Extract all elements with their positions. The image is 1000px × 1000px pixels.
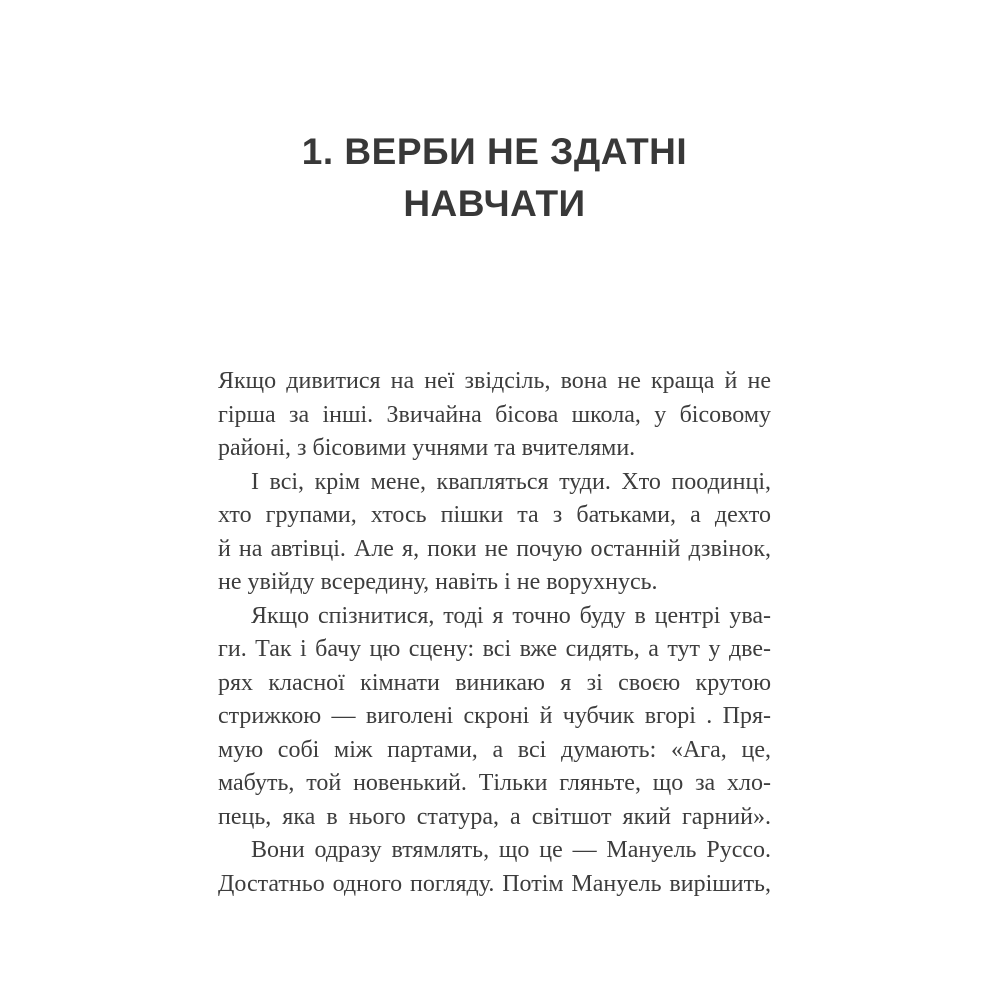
text-line: І всі, крім мене, квапляться туди. Хто поодинці, (251, 468, 771, 495)
text-line: стрижкою — виголені скроні й чубчик вгорі . Пря- (218, 703, 771, 729)
text-line: гірша за інші. Звичайна бісова школа, у бісовому (218, 401, 771, 428)
chapter-title-line-1: 1. ВЕРБИ НЕ ЗДАТНІ (301, 131, 688, 172)
text-line: й на автівці. Але я, поки не почую останній дзвінок, (218, 535, 771, 562)
text-line: не увійду всередину, навіть і не ворухнусь. (218, 569, 658, 595)
text-line: ги. Так і бачу цю сцену: всі вже сидять, а тут у две- (218, 636, 771, 662)
chapter-title (218, 126, 771, 230)
text-line: рях класної кімнати виникаю я зі своєю крутою (218, 669, 771, 696)
text-line: Вони одразу втямлять, що це — Мануель Руссо. (251, 837, 771, 863)
text-line: Якщо спізнитися, тоді я точно буду в центрі ува- (251, 602, 771, 629)
text-line: мабуть, той новенький. Тільки гляньте, що за хло- (218, 770, 771, 796)
text-line: хто групами, хтось пішки та з батьками, а дехто (218, 502, 771, 528)
body-text (218, 365, 771, 901)
chapter-title-line-2: НАВЧАТИ (403, 183, 586, 224)
text-line: Якщо дивитися на неї звідсіль, вона не краща й не (218, 368, 771, 394)
text-line: Достатньо одного погляду. Потім Мануель вирішить, (218, 870, 771, 897)
text-line: мую собі між партами, а всі думають: «Ага, це, (218, 736, 771, 763)
text-line: районі, з бісовими учнями та вчителями. (218, 435, 636, 461)
text-line: пець, яка в нього статура, а світшот який гарний». (218, 803, 771, 830)
